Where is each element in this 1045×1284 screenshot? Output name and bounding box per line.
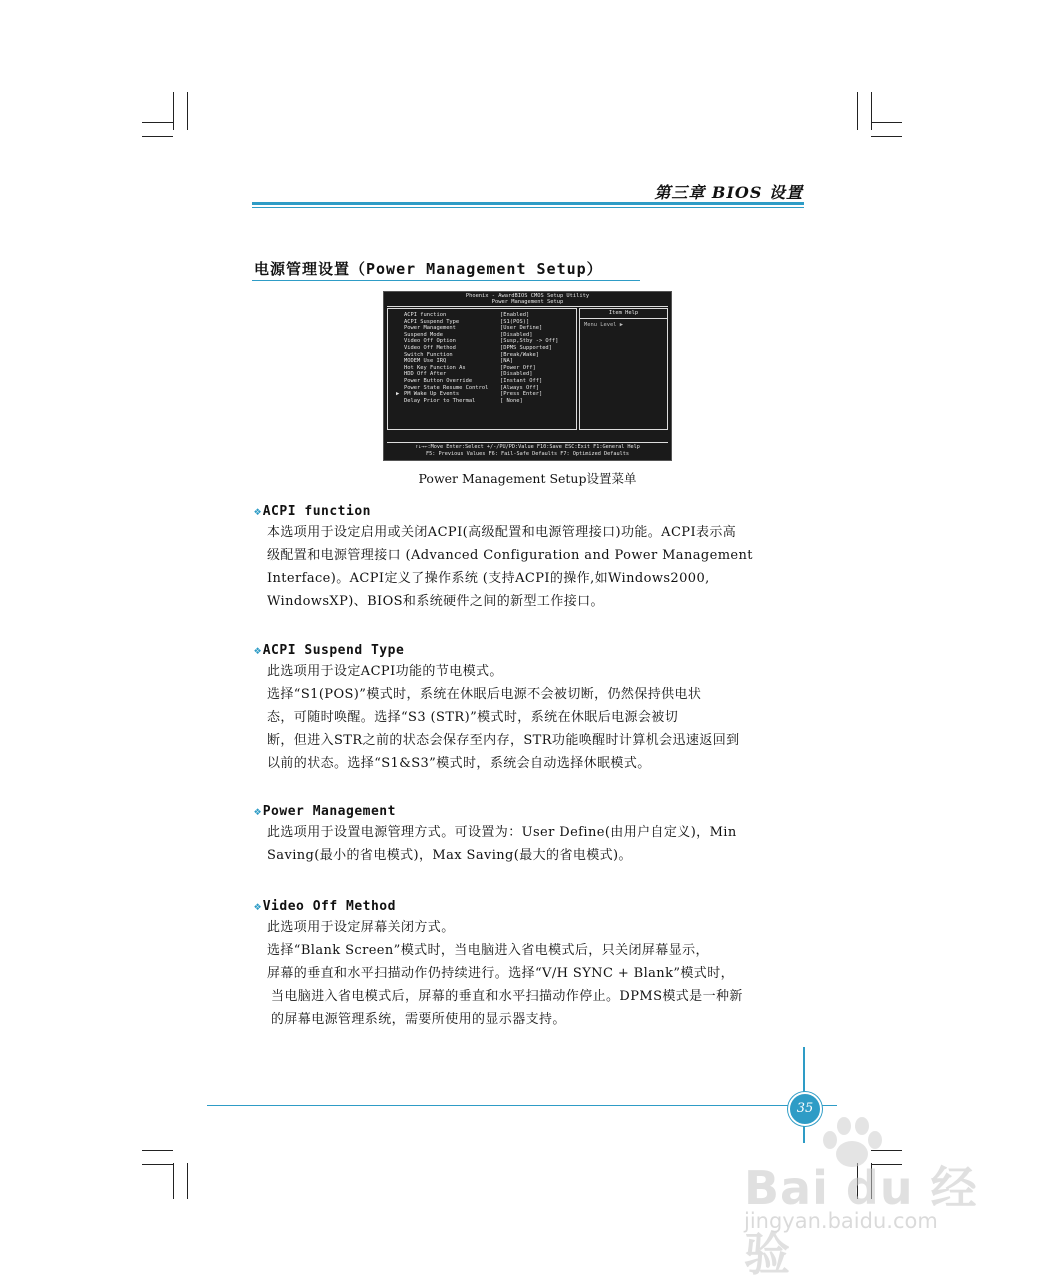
bios-setting-value: [Press Enter] <box>500 391 543 398</box>
bios-help-text: Menu Level ▶ <box>584 322 623 328</box>
item-paragraph <box>254 916 814 1031</box>
paragraph-line: 态，可随时唤醒。选择“S3 (STR)”模式时，系统在休眠后电源会被切 <box>267 710 679 725</box>
bios-setting-value: [S1(POS)] <box>500 318 530 325</box>
bios-setting-label: Switch Function <box>404 351 453 358</box>
bios-setting-label: ACPI function <box>404 312 447 318</box>
bios-setting-value: [Disabled] <box>500 331 533 338</box>
watermark-url: jingyan.baidu.com <box>744 1209 938 1233</box>
paragraph-line: WindowsXP)、BIOS和系统硬件之间的新型工作接口。 <box>267 594 604 609</box>
paragraph-line: Saving(最小的省电模式)，Max Saving(最大的省电模式)。 <box>267 848 632 863</box>
item-paragraph <box>254 821 814 867</box>
bios-title <box>384 293 671 305</box>
watermark-word: Bai du 经验 <box>744 1161 978 1281</box>
bios-setting-value: [NA] <box>500 358 513 365</box>
paragraph-line: 本选项用于设定启用或关闭ACPI(高级配置和电源管理接口)功能。ACPI表示高 <box>267 525 737 540</box>
bios-setting-label: PM Wake Up Events <box>404 391 460 398</box>
paragraph-line: 级配置和电源管理接口 (Advanced Configuration and Power Management <box>267 548 753 563</box>
figure-caption: Power Management Setup设置菜单 <box>418 471 637 486</box>
item-title: ACPI Suspend Type <box>262 643 405 658</box>
item-acpi-function <box>254 501 814 613</box>
bios-divider <box>387 306 668 307</box>
diamond-bullet-icon: ❖ <box>254 899 262 913</box>
header-rule <box>252 202 804 205</box>
paragraph-line: 屏幕的垂直和水平扫描动作仍持续进行。选择“V/H SYNC + Blank”模式时， <box>267 966 735 981</box>
bios-setting-value: [ None] <box>500 397 523 404</box>
item-video-off-method <box>254 896 814 1031</box>
page-number: 35 <box>788 1092 822 1126</box>
bios-setting-label: Delay Prior to Thermal <box>404 397 476 404</box>
chapter-header: 第三章 BIOS 设置 <box>654 183 803 202</box>
bios-title-line1: Phoenix - AwardBIOS CMOS Setup Utility <box>465 293 590 299</box>
bios-setting-value: [DPMS Supported] <box>500 344 552 351</box>
bios-key-legend-line2: F5: Previous Values F6: Fail-Safe Defaults F7: Optimized Defaults <box>425 450 629 457</box>
bios-setting-label: Hot Key Function As <box>404 364 466 371</box>
baidu-jingyan-watermark <box>732 1112 1012 1281</box>
bios-setting-value: [Enabled] <box>500 312 530 318</box>
paragraph-line: 此选项用于设定屏幕关闭方式。 <box>267 920 455 935</box>
footer-rule <box>207 1105 837 1106</box>
item-title: ACPI function <box>262 504 371 519</box>
paragraph-line: 断，但进入STR之前的状态会保存至内存，STR功能唤醒时计算机会迅速返回到 <box>267 733 740 748</box>
bios-setting-value: [Instant Off] <box>500 377 543 384</box>
bios-title-line2: Power Management Setup <box>491 299 564 305</box>
section-title: 电源管理设置（Power Management Setup） <box>254 260 603 278</box>
bios-help-panel <box>579 308 668 430</box>
bios-setting-label: Power Management <box>404 325 456 332</box>
section-title-underline <box>252 280 640 281</box>
bios-setting-label: Suspend Mode <box>404 331 443 338</box>
bios-key-legend-line1: ↑↓→←:Move Enter:Select +/-/PU/PD:Value F10:Save ESC:Exit F1:General Help <box>415 444 640 450</box>
bios-setting-label: Power Button Override <box>404 377 473 384</box>
bios-setting-label: Video Off Method <box>404 344 456 351</box>
bios-help-title: Item Help <box>580 309 667 319</box>
item-acpi-suspend-type <box>254 640 814 775</box>
item-paragraph <box>254 660 814 775</box>
bios-screenshot <box>383 291 672 461</box>
paragraph-line: 以前的状态。选择“S1&S3”模式时，系统会自动选择休眠模式。 <box>267 756 651 771</box>
paragraph-line: 选择“S1(POS)”模式时，系统在休眠后电源不会被切断，仍然保持供电状 <box>267 687 702 702</box>
paragraph-line: 此选项用于设置电源管理方式。可设置为：User Define(由用户自定义)，Min <box>267 825 737 840</box>
bios-setting-value: [Always Off] <box>500 384 539 391</box>
bios-setting-label: HDD Off After <box>404 371 447 378</box>
bios-key-legend <box>387 442 668 457</box>
bios-setting-label: ACPI Suspend Type <box>404 318 460 325</box>
diamond-bullet-icon: ❖ <box>254 804 262 818</box>
item-title: Video Off Method <box>262 899 396 914</box>
header-rule-thin <box>252 207 804 208</box>
paragraph-line: 选择“Blank Screen”模式时，当电脑进入省电模式后，只关闭屏幕显示， <box>267 943 709 958</box>
paragraph-line: 此选项用于设定ACPI功能的节电模式。 <box>267 664 503 679</box>
item-paragraph <box>254 521 814 613</box>
bios-setting-value: [Break/Wake] <box>500 351 539 358</box>
paragraph-line: 当电脑进入省电模式后，屏幕的垂直和水平扫描动作停止。DPMS模式是一种新 <box>271 989 743 1004</box>
diamond-bullet-icon: ❖ <box>254 504 262 518</box>
item-title: Power Management <box>262 804 396 819</box>
bios-setting-value: [Power Off] <box>500 364 536 371</box>
bios-settings-panel <box>387 308 577 430</box>
bios-setting-value: [User Define] <box>500 325 543 332</box>
submenu-pointer-icon: ▶ <box>396 391 400 398</box>
bios-setting-label: Video Off Option <box>404 338 456 345</box>
bios-setting-value: [Susp,Stby -> Off] <box>500 338 559 345</box>
bios-setting-label: MODEM Use IRQ <box>404 358 447 365</box>
bios-setting-value: [Disabled] <box>500 371 533 378</box>
item-power-management <box>254 801 814 867</box>
bios-setting-label: Power State Resume Control <box>404 384 489 391</box>
paragraph-line: Interface)。ACPI定义了操作系统 (支持ACPI的操作,如Windows2000, <box>267 571 710 586</box>
diamond-bullet-icon: ❖ <box>254 643 262 657</box>
paragraph-line: 的屏幕电源管理系统，需要所使用的显示器支持。 <box>271 1012 566 1027</box>
